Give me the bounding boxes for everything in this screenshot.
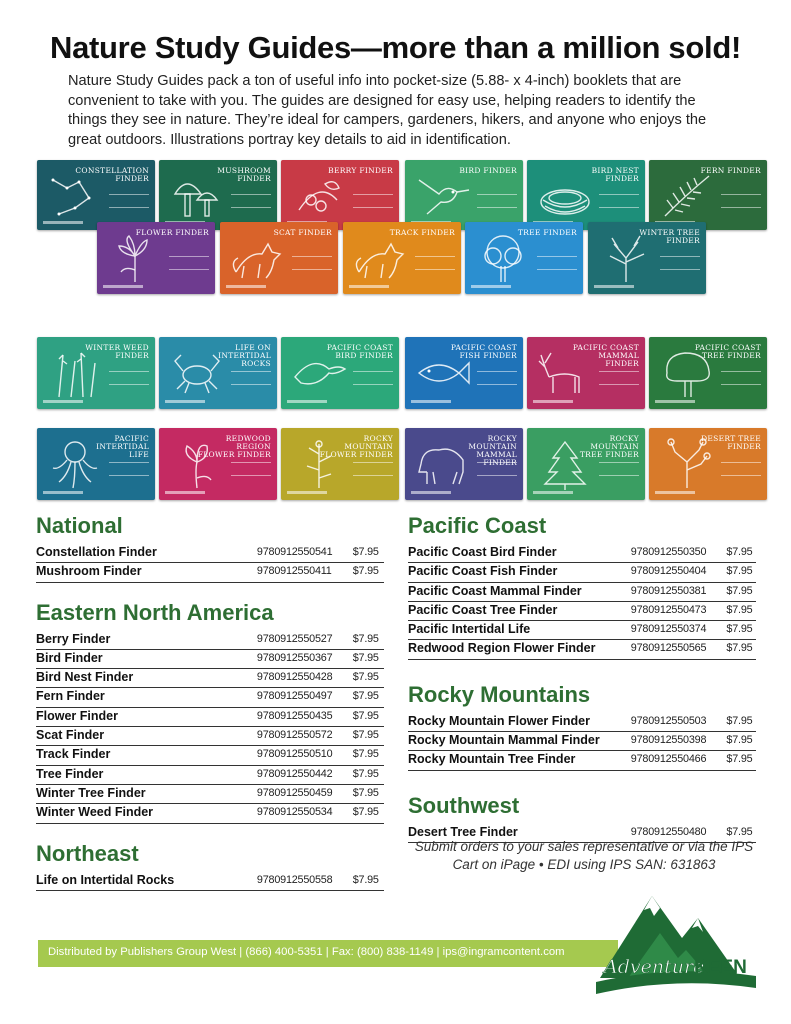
cover-title: WINTER TREE FINDER [639,228,700,245]
cover-author-line [287,491,327,494]
cover-author-line [533,491,573,494]
book-title: Rocky Mountain Flower Finder [408,713,590,728]
cover-illustration [228,232,288,284]
book-row [36,650,384,669]
cover-title: PACIFIC COAST FISH FINDER [450,343,517,360]
book-cover [527,337,645,409]
book-cover [220,222,338,294]
cover-subtitle-rule [231,371,271,385]
cover-author-line [655,491,695,494]
page-title: Nature Study Guides—more than a million sold! [50,30,741,65]
book-title: Pacific Coast Tree Finder [408,602,558,617]
cover-subtitle-rule [231,194,271,208]
book-isbn: 9780912550527 [256,632,333,645]
book-row [408,751,756,770]
book-isbn: 9780912550497 [256,690,333,703]
book-price: $7.95 [352,786,379,799]
cover-title: PACIFIC COAST BIRD FINDER [326,343,393,360]
cover-illustration [657,170,717,222]
book-cover [159,160,277,230]
region-title: Northeast [36,840,139,866]
cover-title: FLOWER FINDER [135,228,209,237]
book-cover [649,337,767,409]
region-title: Southwest [408,792,520,818]
book-cover [465,222,583,294]
cover-author-line [165,491,205,494]
book-cover [159,428,277,500]
cover-subtitle-rule [231,462,271,476]
book-title: Mushroom Finder [36,564,142,579]
region-section [36,599,384,824]
book-row [36,785,384,804]
cover-title: TRACK FINDER [389,228,455,237]
book-row [36,563,384,582]
cover-subtitle-rule [109,462,149,476]
book-cover [281,160,399,230]
book-row [36,766,384,785]
book-isbn: 9780912550367 [256,651,333,664]
cover-illustration [473,232,533,284]
book-title: Bird Nest Finder [36,670,134,685]
cover-subtitle-rule [477,194,517,208]
book-cover [281,428,399,500]
cover-illustration [413,170,473,222]
cover-title: MUSHROOM FINDER [217,166,271,183]
book-row [408,621,756,640]
book-row [408,563,756,582]
logo-text-adventure: Adventure [604,956,705,978]
cover-title: DESERT TREE FINDER [701,434,761,451]
book-isbn: 9780912550534 [256,806,333,819]
book-row [36,631,384,650]
cover-title: TREE FINDER [517,228,577,237]
book-isbn: 9780912550480 [630,825,707,838]
cover-subtitle-rule [721,371,761,385]
book-row [408,602,756,621]
book-cover [159,337,277,409]
book-cover [281,337,399,409]
book-price: $7.95 [726,546,753,558]
book-title: Redwood Region Flower Finder [408,641,596,656]
book-title: Desert Tree Finder [408,824,518,839]
book-price: $7.95 [726,825,753,838]
book-price: $7.95 [352,873,379,886]
book-title: Pacific Intertidal Life [408,622,531,637]
cover-title: PACIFIC COAST TREE FINDER [694,343,761,360]
book-isbn: 9780912550572 [256,729,333,742]
book-price: $7.95 [352,546,379,558]
book-title: Pacific Coast Mammal Finder [408,583,582,598]
book-price: $7.95 [352,729,379,742]
book-price: $7.95 [726,642,753,655]
adventurekeen-logo [590,878,760,1000]
book-cover [37,428,155,500]
cover-subtitle-rule [109,371,149,385]
cover-author-line [226,285,266,288]
logo-text-keen: KEEN [694,957,747,978]
region-section [36,512,384,583]
cover-subtitle-rule [660,256,700,270]
book-isbn: 9780912550473 [630,603,707,616]
book-isbn: 9780912550411 [256,565,332,578]
cover-subtitle-rule [292,256,332,270]
book-isbn: 9780912550565 [630,642,707,655]
book-isbn: 9780912550503 [630,714,707,727]
book-price: $7.95 [726,734,753,747]
book-cover [527,428,645,500]
cover-author-line [349,285,389,288]
region-section [408,792,756,843]
cover-subtitle-rule [599,462,639,476]
cover-author-line [533,400,573,403]
region-section [408,681,756,771]
intro-paragraph: Nature Study Guides pack a ton of useful info into pocket-size (5.88- x 4-inch) booklets that are convenient to take with you. The guides are designed for easy use, helping readers to identify the things they see in nature. They’re ideal for campers, gardeners, hikers, and anyone who enjoys the great outdoors. Illustrations portray key details to aid in identification. [68,73,707,148]
order-note: Submit orders to your sales representative or via the IPS Cart on iPage • EDI using IPS SAN: 631863 [414,839,754,872]
cover-subtitle-rule [353,462,393,476]
book-price: $7.95 [352,806,379,819]
book-title: Rocky Mountain Mammal Finder [408,733,600,748]
cover-title: PACIFIC COAST MAMMAL FINDER [572,343,639,368]
cover-subtitle-rule [353,194,393,208]
book-price: $7.95 [352,690,379,703]
cover-subtitle-rule [415,256,455,270]
book-row [36,746,384,765]
book-row [408,732,756,751]
book-cover [588,222,706,294]
book-title: Pacific Coast Fish Finder [408,564,558,579]
book-row [36,872,384,891]
cover-subtitle-rule [721,194,761,208]
cover-subtitle-rule [537,256,577,270]
book-isbn: 9780912550435 [256,709,333,722]
footer-text: Distributed by Publishers Group West | (866) 400-5351 | Fax: (800) 838-1149 | ips@ingramcontent.com [48,946,565,958]
book-price: $7.95 [726,753,753,766]
book-row [408,544,756,563]
book-isbn: 9780912550404 [630,565,707,578]
book-cover [37,160,155,230]
book-isbn: 9780912550558 [256,873,333,886]
cover-title: PACIFIC INTERTIDAL LIFE [96,434,149,459]
cover-author-line [103,285,143,288]
cover-title: REDWOOD REGION FLOWER FINDER [197,434,271,459]
cover-title: BERRY FINDER [328,166,393,175]
cover-title: WINTER WEED FINDER [85,343,149,360]
cover-author-line [43,400,83,403]
book-title: Flower Finder [36,708,118,723]
right-column [408,512,756,843]
logo-mountains-icon [590,878,760,1000]
book-title: Track Finder [36,747,111,762]
book-price: $7.95 [352,748,379,761]
cover-subtitle-rule [599,371,639,385]
region-title: Eastern North America [36,599,274,625]
book-row [36,669,384,688]
book-price: $7.95 [352,632,379,645]
book-title: Bird Finder [36,650,103,665]
book-row [36,544,384,563]
book-price: $7.95 [352,709,379,722]
book-cover [97,222,215,294]
book-row [408,713,756,732]
cover-author-line [594,285,634,288]
book-cover [527,160,645,230]
book-cover [649,428,767,500]
book-cover [405,428,523,500]
book-row [408,640,756,659]
book-title: Constellation Finder [36,545,157,559]
region-section [408,512,756,660]
cover-title: ROCKY MOUNTAIN TREE FINDER [579,434,639,459]
cover-subtitle-rule [721,462,761,476]
book-cover [343,222,461,294]
cover-subtitle-rule [169,256,209,270]
book-title: Winter Weed Finder [36,805,154,820]
cover-grid [0,158,791,503]
cover-author-line [43,491,83,494]
book-isbn: 9780912550442 [256,767,333,780]
cover-author-line [471,285,511,288]
cover-title: BIRD NEST FINDER [591,166,639,183]
book-row [36,708,384,727]
cover-author-line [165,400,205,403]
cover-author-line [655,400,695,403]
book-title: Pacific Coast Bird Finder [408,545,557,559]
book-row [36,804,384,823]
book-row [36,688,384,707]
cover-subtitle-rule [599,194,639,208]
book-price: $7.95 [352,767,379,780]
cover-title: SCAT FINDER [273,228,332,237]
book-price: $7.95 [726,714,753,727]
cover-illustration [289,170,349,222]
book-row [408,583,756,602]
cover-title: CONSTELLATION FINDER [75,166,149,183]
book-title: Life on Intertidal Rocks [36,872,175,887]
book-title: Berry Finder [36,631,111,646]
book-isbn: 9780912550541 [256,546,333,558]
cover-subtitle-rule [477,462,517,476]
book-isbn: 9780912550374 [630,623,707,636]
book-title: Scat Finder [36,728,105,743]
cover-title: ROCKY MOUNTAIN FLOWER FINDER [319,434,393,459]
book-title: Rocky Mountain Tree Finder [408,752,576,767]
cover-illustration [105,232,165,284]
book-price: $7.95 [352,671,379,684]
cover-author-line [43,221,83,224]
book-price: $7.95 [726,584,753,597]
region-title: Pacific Coast [408,513,547,538]
cover-title: ROCKY MOUNTAIN MAMMAL FINDER [468,434,517,467]
region-title: Rocky Mountains [408,681,591,707]
book-cover [405,160,523,230]
book-isbn: 9780912550428 [256,671,333,684]
cover-subtitle-rule [477,371,517,385]
book-cover [649,160,767,230]
book-cover [405,337,523,409]
book-isbn: 9780912550381 [630,584,707,597]
cover-illustration [351,232,411,284]
book-price: $7.95 [726,565,753,578]
cover-author-line [287,400,327,403]
book-price: $7.95 [726,603,753,616]
book-price: $7.95 [726,623,753,636]
cover-title: BIRD FINDER [459,166,517,175]
book-isbn: 9780912550466 [630,753,707,766]
cover-title: LIFE ON INTERTIDAL ROCKS [218,343,271,368]
book-isbn: 9780912550398 [630,734,707,747]
book-row [36,727,384,746]
cover-author-line [411,491,451,494]
book-title: Winter Tree Finder [36,785,146,800]
cover-author-line [411,400,451,403]
cover-title: FERN FINDER [700,166,761,175]
book-isbn: 9780912550459 [256,786,333,799]
book-price: $7.95 [352,651,379,664]
cover-subtitle-rule [109,194,149,208]
cover-subtitle-rule [353,371,393,385]
book-title: Fern Finder [36,689,105,704]
left-column [36,512,384,891]
book-price: $7.95 [352,565,379,578]
book-isbn: 9780912550350 [630,546,707,558]
region-title: National [36,513,123,538]
book-title: Tree Finder [36,766,104,781]
book-cover [37,337,155,409]
region-section [36,840,384,891]
book-isbn: 9780912550510 [256,748,333,761]
